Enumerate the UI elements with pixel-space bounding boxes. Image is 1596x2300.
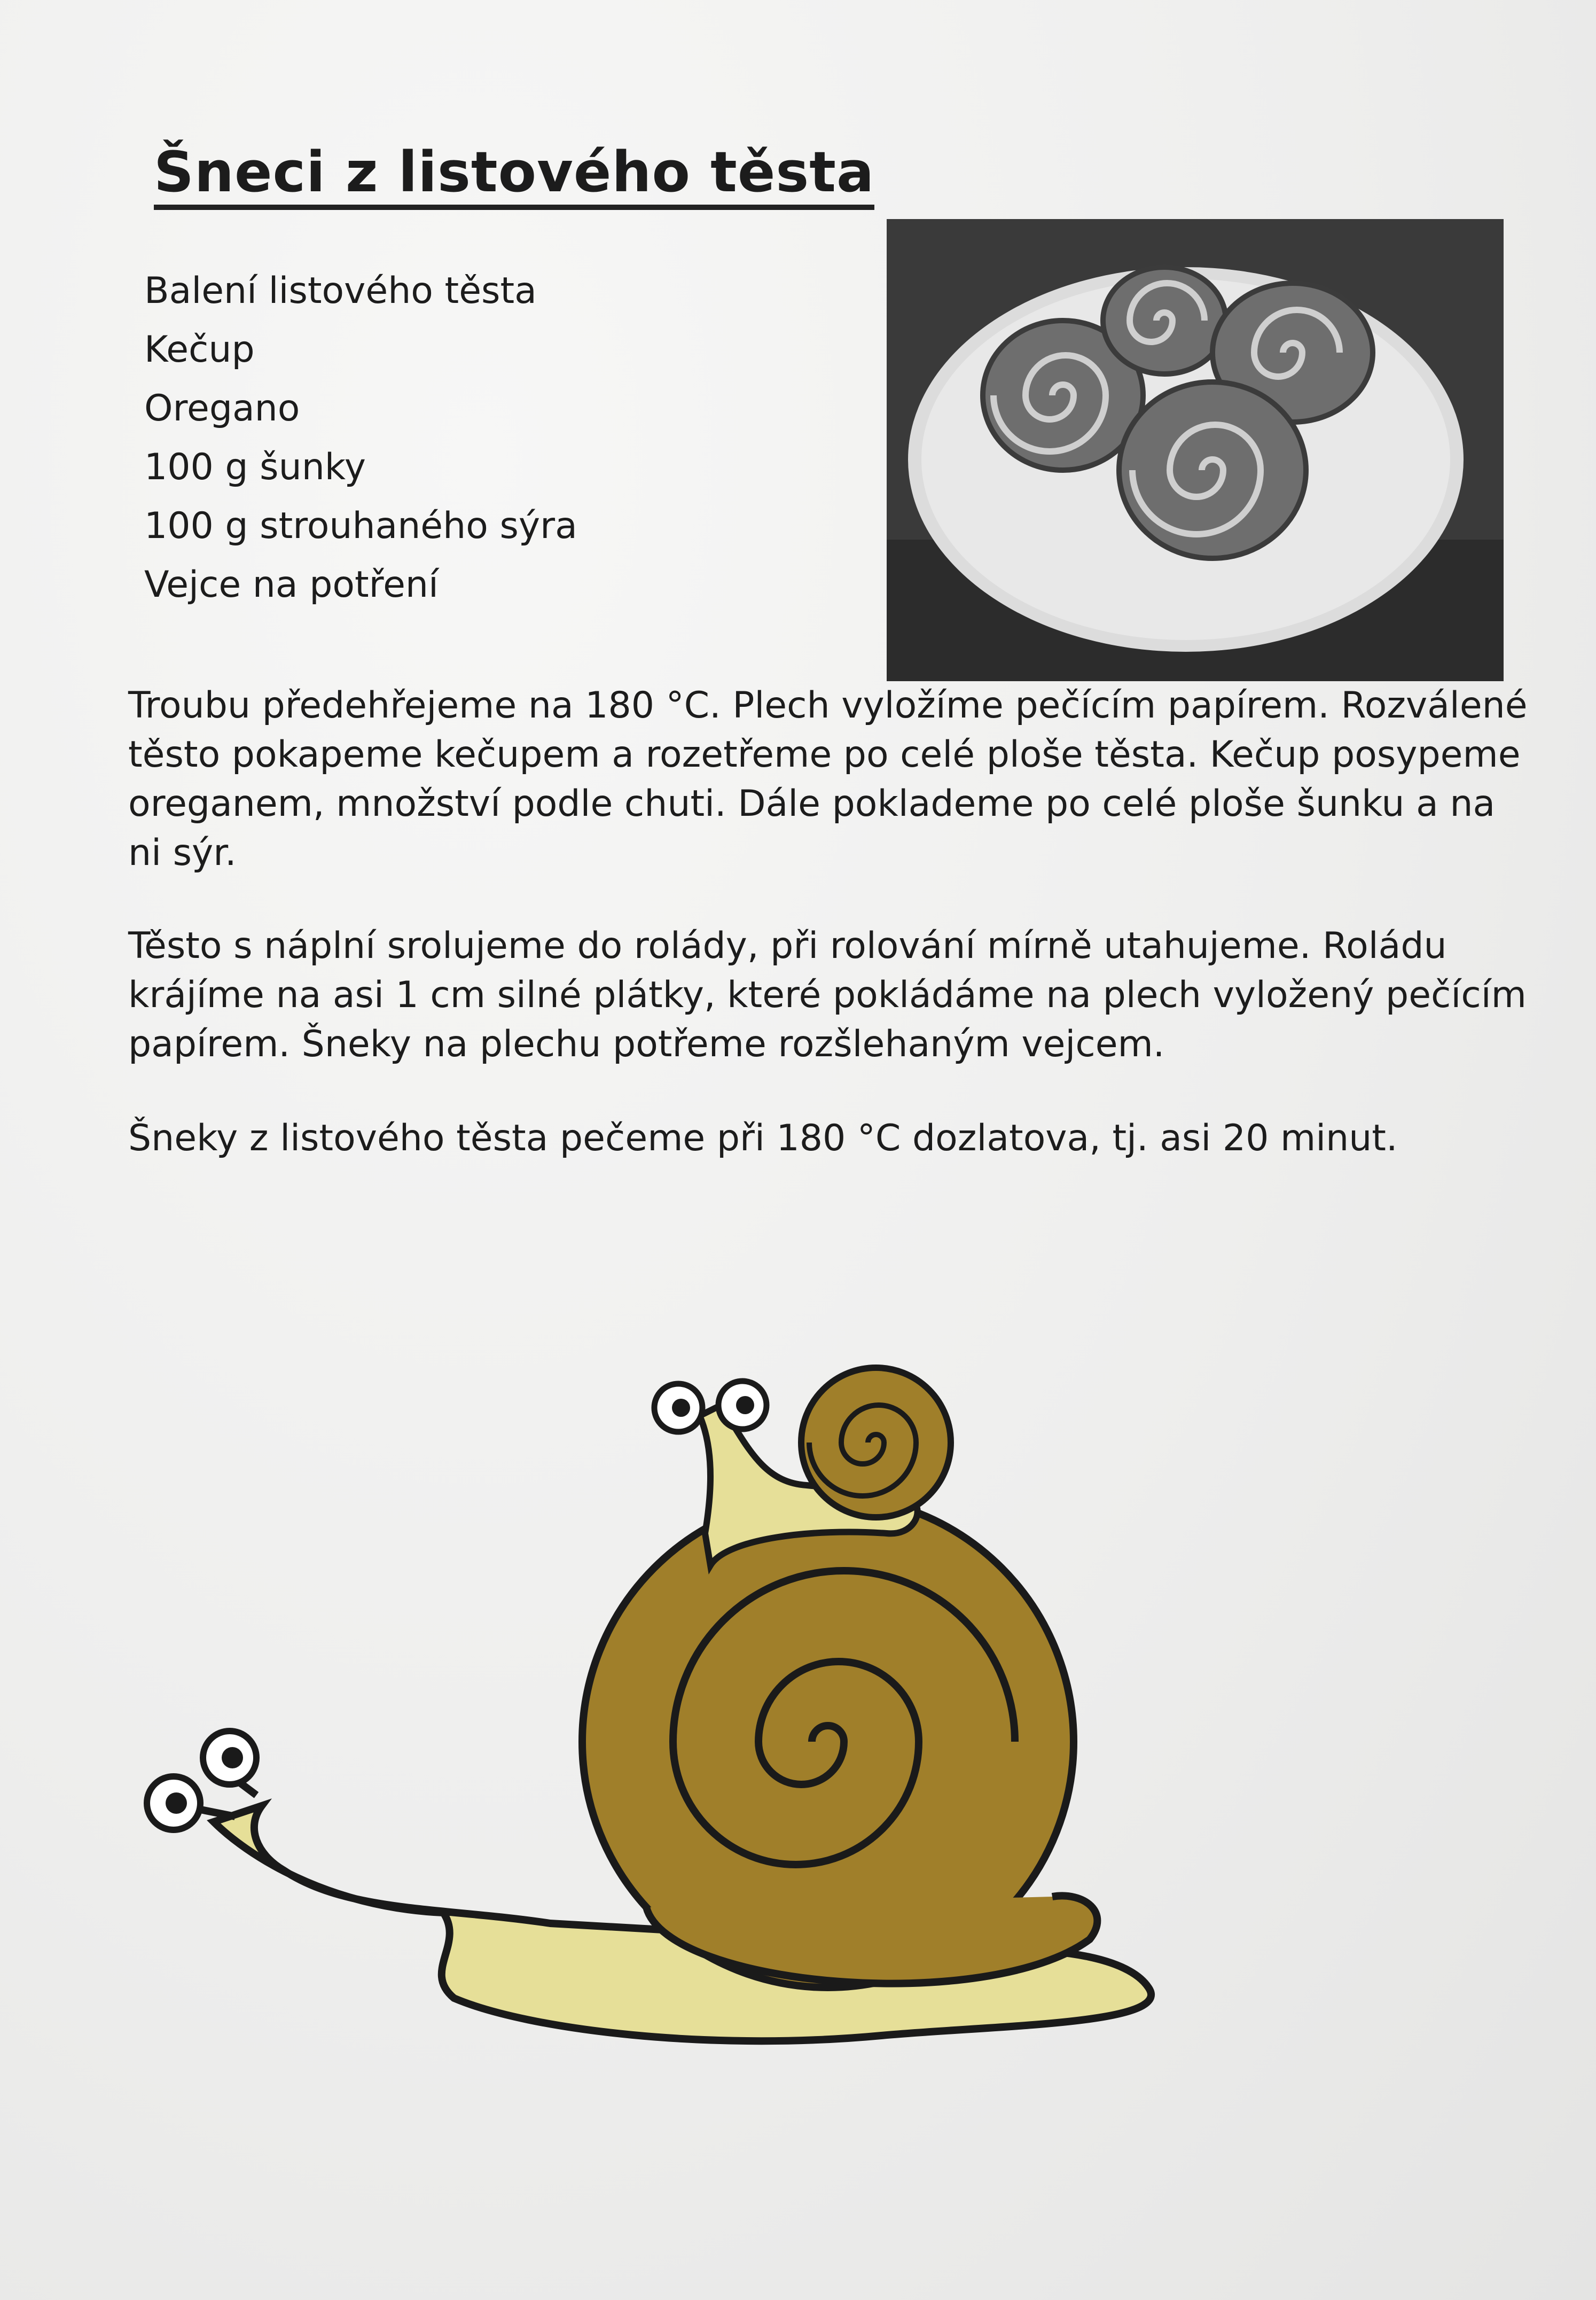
ingredient-item: Vejce na potření: [144, 564, 439, 606]
recipe-title: Šneci z listového těsta: [154, 143, 874, 210]
ingredient-list: [144, 262, 577, 614]
pastry-photo: [887, 219, 1504, 681]
ingredient-item: Kečup: [144, 329, 255, 371]
ingredient-item: Balení listového těsta: [144, 270, 537, 312]
ingredient-item: Oregano: [144, 387, 300, 430]
snail-illustration: [123, 1357, 1202, 2126]
instruction-paragraph: Troubu předehřejeme na 180 °C. Plech vyložíme pečícím papírem. Rozválené těsto pokapeme kečupem a rozetřeme po celé ploše těsta. Kečup posypeme oreganem, množství podle chuti. Dále poklademe po celé ploše šunku a na ni sýr.: [128, 684, 1528, 874]
ingredient-item: 100 g strouhaného sýra: [144, 505, 577, 547]
instruction-paragraph: Těsto s náplní srolujeme do rolády, při rolování mírně utahujeme. Roládu krájíme na asi 1 cm silné plátky, které pokládáme na plech vyložený pečícím papírem. Šneky na plechu potřeme rozšlehaným vejcem.: [128, 925, 1527, 1065]
instruction-paragraph: Šneky z listového těsta pečeme při 180 °C dozlatova, tj. asi 20 minut.: [128, 1117, 1398, 1159]
ingredient-item: 100 g šunky: [144, 446, 366, 488]
